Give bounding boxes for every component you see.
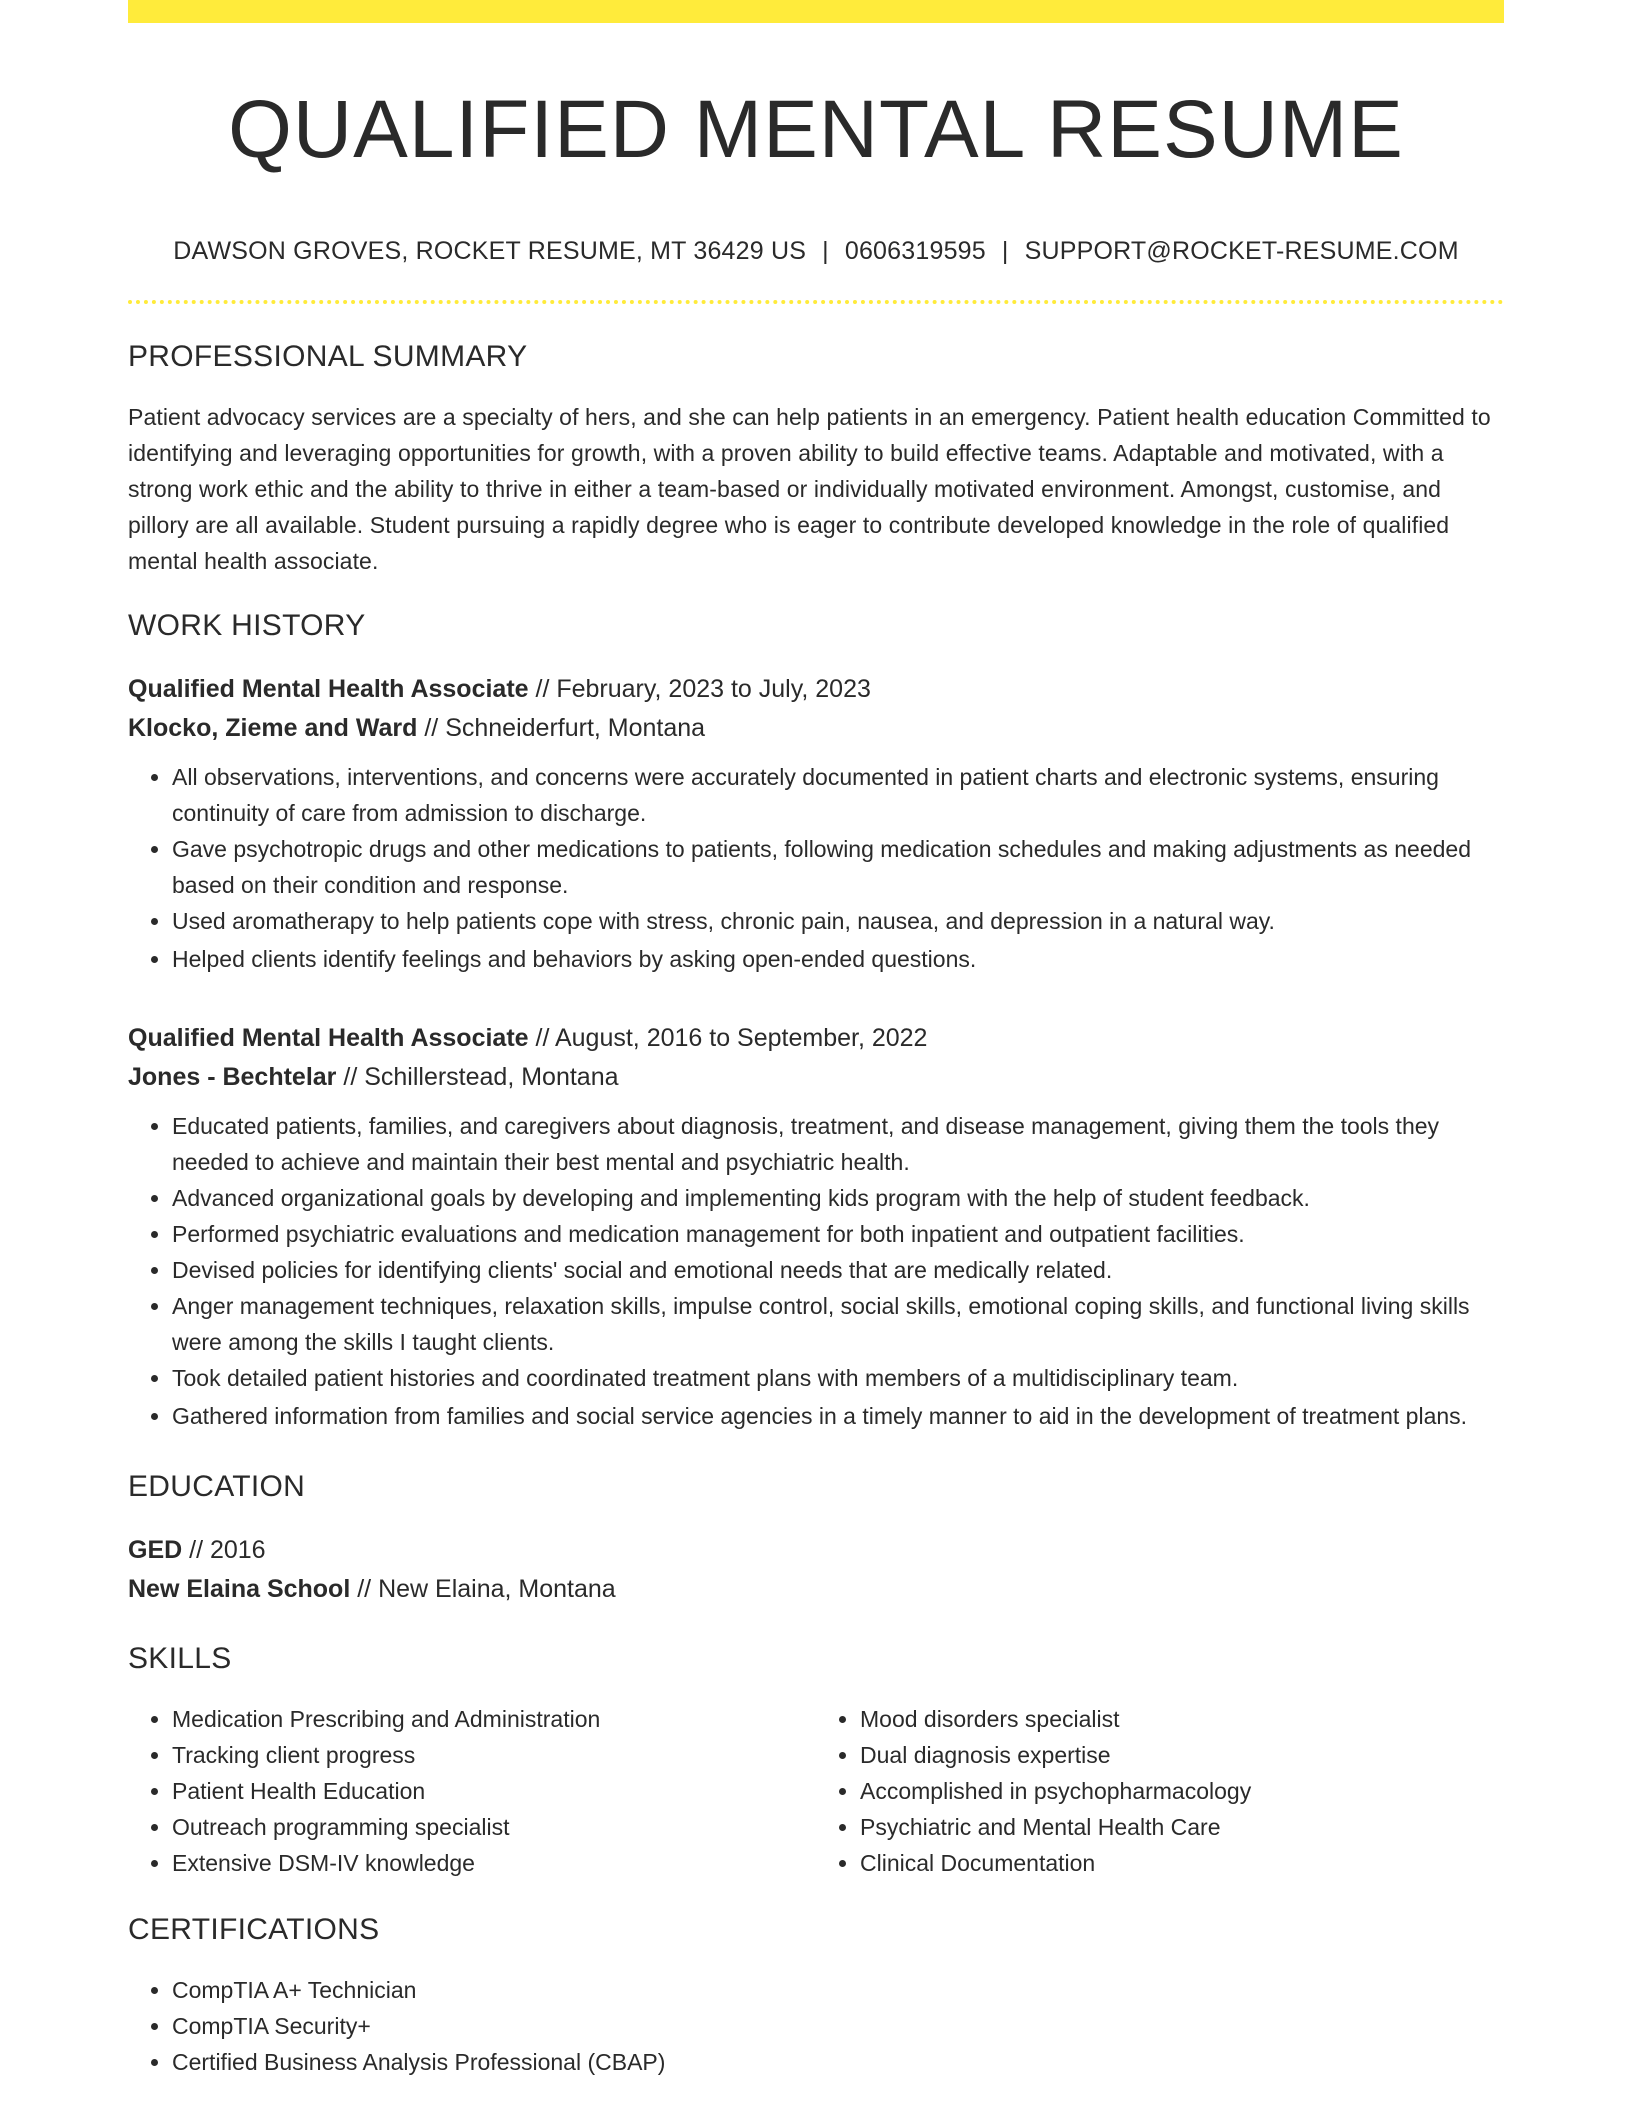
work-history-heading: WORK HISTORY — [128, 609, 366, 642]
skill-item: • Psychiatric and Mental Health Care — [860, 1809, 1504, 1845]
contact-address: DAWSON GROVES, ROCKET RESUME, MT 36429 US — [173, 237, 807, 265]
skill-item: • Extensive DSM-IV knowledge — [172, 1845, 816, 1881]
job-duty: • Gave psychotropic drugs and other medications to patients, following medication schedules and making adjustments as needed based on their condition and response. — [172, 831, 1504, 903]
certification-item: • Certified Business Analysis Professional (CBAP) — [172, 2044, 1504, 2080]
job-entry — [128, 1019, 1504, 1434]
education-year: // 2016 — [182, 1536, 266, 1564]
skills-heading: SKILLS — [128, 1642, 232, 1675]
certification-item: • CompTIA A+ Technician — [172, 1972, 1504, 2008]
skills-list-left — [128, 1701, 816, 1881]
skill-item: • Patient Health Education — [172, 1773, 816, 1809]
job-duty: • Helped clients identify feelings and behaviors by asking open-ended questions. — [172, 941, 1504, 977]
contact-line — [128, 236, 1504, 266]
job-duties-list — [128, 759, 1504, 977]
education-location: // New Elaina, Montana — [350, 1575, 616, 1603]
job-dates: // February, 2023 to July, 2023 — [528, 675, 871, 703]
job-company-line — [128, 709, 1504, 748]
job-location: // Schneiderfurt, Montana — [417, 714, 706, 742]
education-heading: EDUCATION — [128, 1470, 306, 1503]
certifications-heading: CERTIFICATIONS — [128, 1913, 380, 1946]
job-duty: • Advanced organizational goals by developing and implementing kids program with the help of student feedback. — [172, 1180, 1504, 1216]
job-title-line — [128, 670, 1504, 709]
skills-grid — [128, 1701, 1504, 1881]
skill-item: • Outreach programming specialist — [172, 1809, 816, 1845]
job-duty: • Used aromatherapy to help patients cope with stress, chronic pain, nausea, and depression in a natural way. — [172, 903, 1504, 939]
education-school-line — [128, 1570, 1504, 1609]
job-duties-list — [128, 1108, 1504, 1434]
skill-item: • Dual diagnosis expertise — [860, 1737, 1504, 1773]
education-entry — [128, 1531, 1504, 1609]
job-title: Qualified Mental Health Associate — [128, 675, 529, 703]
contact-email: SUPPORT@ROCKET-RESUME.COM — [1024, 237, 1459, 265]
job-company: Jones - Bechtelar — [128, 1063, 337, 1091]
job-location: // Schillerstead, Montana — [336, 1063, 619, 1091]
contact-separator: | — [1001, 237, 1009, 265]
header-divider — [128, 300, 1504, 304]
job-duty: • Took detailed patient histories and coordinated treatment plans with members of a multidisciplinary team. — [172, 1360, 1504, 1396]
contact-phone: 0606319595 — [844, 237, 986, 265]
job-dates: // August, 2016 to September, 2022 — [528, 1024, 928, 1052]
skill-item: • Mood disorders specialist — [860, 1701, 1504, 1737]
education-school: New Elaina School — [128, 1575, 351, 1603]
job-duty: • Gathered information from families and social service agencies in a timely manner to aid in the development of treatment plans. — [172, 1398, 1504, 1434]
summary-text: Patient advocacy services are a specialty of hers, and she can help patients in an emergency. Patient health education Committed to identifying and leveraging opportunities for growth, with a proven ability to build effective teams. Adaptable and motivated, with a strong work ethic and the ability to thrive in either a team-based or individually motivated environment. Amongst, customise, and pillory are all available. Student pursuing a rapidly degree who is eager to contribute developed knowledge in the role of qualified mental health associate. — [128, 404, 1491, 574]
job-company-line — [128, 1058, 1504, 1097]
contact-separator: | — [822, 237, 829, 265]
certification-item: • CompTIA Security+ — [172, 2008, 1504, 2044]
resume-page — [128, 0, 1504, 2080]
resume-title: QUALIFIED MENTAL RESUME — [228, 84, 1404, 175]
summary-heading: PROFESSIONAL SUMMARY — [128, 340, 528, 373]
job-company: Klocko, Zieme and Ward — [128, 714, 418, 742]
job-duty: • Performed psychiatric evaluations and medication management for both inpatient and outpatient facilities. — [172, 1216, 1504, 1252]
job-title-line — [128, 1019, 1504, 1058]
job-duty: • Devised policies for identifying clients' social and emotional needs that are medically related. — [172, 1252, 1504, 1288]
skill-item: • Tracking client progress — [172, 1737, 816, 1773]
job-duty: • Educated patients, families, and caregivers about diagnosis, treatment, and disease management, giving them the tools they needed to achieve and maintain their best mental and psychiatric health. — [172, 1108, 1504, 1180]
skill-item: • Clinical Documentation — [860, 1845, 1504, 1881]
certifications-list — [128, 1972, 1504, 2080]
job-duty: • Anger management techniques, relaxation skills, impulse control, social skills, emotional coping skills, and functional living skills were among the skills I taught clients. — [172, 1288, 1504, 1360]
skill-item: • Medication Prescribing and Administration — [172, 1701, 816, 1737]
education-degree-line — [128, 1531, 1504, 1570]
skills-list-right — [816, 1701, 1504, 1881]
job-entry — [128, 670, 1504, 977]
education-degree: GED — [128, 1536, 183, 1564]
top-accent-bar — [128, 0, 1504, 23]
job-title: Qualified Mental Health Associate — [128, 1024, 529, 1052]
job-duty: • All observations, interventions, and concerns were accurately documented in patient charts and electronic systems, ensuring continuity of care from admission to discharge. — [172, 759, 1504, 831]
skill-item: • Accomplished in psychopharmacology — [860, 1773, 1504, 1809]
